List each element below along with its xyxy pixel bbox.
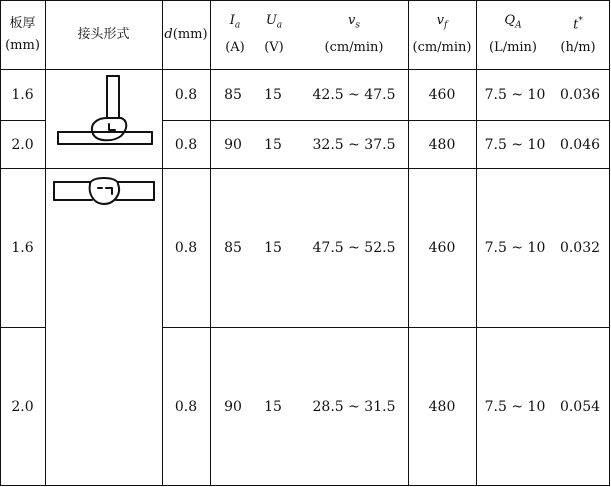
table-row-ua: 15	[264, 240, 282, 256]
table-row-d: 0.8	[174, 136, 198, 153]
table-row-vf: 480	[428, 136, 456, 153]
table-row-t: 0.032	[559, 240, 601, 256]
table-row-ia: 90	[224, 136, 242, 153]
thickness-header-unit: (mm)	[5, 37, 40, 53]
joint-form-header	[45, 0, 162, 69]
voltage-header	[254, 0, 294, 69]
time-header	[548, 0, 608, 69]
table-row-ia: 85	[224, 240, 242, 256]
table-row-d: 0.8	[174, 240, 198, 256]
feed-speed-header-unit: (cm/min)	[412, 39, 472, 55]
table-row-vs: 47.5 ~ 52.5	[312, 240, 396, 256]
grid-line	[45, 0, 46, 486]
thickness-header	[0, 0, 45, 69]
t-joint-sketch	[55, 74, 155, 154]
table-row-vs: 32.5 ~ 37.5	[312, 136, 396, 153]
current-header-unit: (A)	[225, 39, 245, 55]
grid-line	[476, 0, 477, 486]
voltage-header-unit: (V)	[264, 39, 284, 55]
time-header-symbol: t*	[573, 16, 583, 33]
time-header-unit: (h/m)	[560, 39, 596, 55]
wire-diameter-header	[162, 0, 210, 69]
welding-speed-header	[300, 0, 408, 69]
table-row-thickness: 1.6	[11, 240, 34, 256]
table-row-thickness: 2.0	[11, 136, 34, 153]
welding-speed-header-symbol: $v_s$	[348, 13, 360, 31]
table-row-qa: 7.5 ~ 10	[484, 87, 546, 103]
gas-flow-header-symbol: $Q_A$	[504, 13, 522, 31]
voltage-header-symbol: $U_a$	[265, 13, 283, 31]
table-row-d: 0.8	[174, 398, 198, 415]
table-row-ua: 15	[264, 398, 282, 415]
table-row-ua: 15	[264, 136, 282, 153]
table-row-ia: 90	[224, 398, 242, 415]
table-row-thickness: 2.0	[11, 398, 34, 415]
current-header-symbol: $I_a$	[229, 13, 241, 31]
table-row-t: 0.046	[559, 136, 601, 153]
gas-flow-header	[478, 0, 548, 69]
table-row-d: 0.8	[174, 87, 198, 103]
table-row-vs: 28.5 ~ 31.5	[312, 398, 396, 415]
table-row-ia: 85	[224, 87, 242, 103]
current-header	[212, 0, 258, 69]
table-row-qa: 7.5 ~ 10	[484, 136, 546, 153]
thickness-header-label: 板厚	[9, 15, 36, 31]
feed-speed-header-symbol: $v_f$	[436, 13, 448, 31]
welding-speed-header-unit: (cm/min)	[324, 39, 384, 55]
table-row-thickness: 1.6	[11, 87, 34, 103]
joint-form-header-label: 接头形式	[77, 26, 130, 42]
table-row-vf: 460	[428, 87, 456, 103]
table-row-ua: 15	[264, 87, 282, 103]
wire-diameter-header-label: d(mm)	[164, 26, 208, 42]
table-row-t: 0.054	[559, 398, 601, 415]
table-row-qa: 7.5 ~ 10	[484, 398, 546, 415]
butt-joint-sketch	[52, 174, 156, 214]
grid-line	[0, 485, 610, 486]
feed-speed-header	[408, 0, 476, 69]
gas-flow-header-unit: (L/min)	[488, 39, 537, 55]
table-row-vf: 460	[428, 240, 456, 256]
table-row-vs: 42.5 ~ 47.5	[312, 87, 396, 103]
table-row-vf: 480	[428, 398, 456, 415]
table-row-qa: 7.5 ~ 10	[484, 240, 546, 256]
table-row-t: 0.036	[559, 87, 601, 103]
